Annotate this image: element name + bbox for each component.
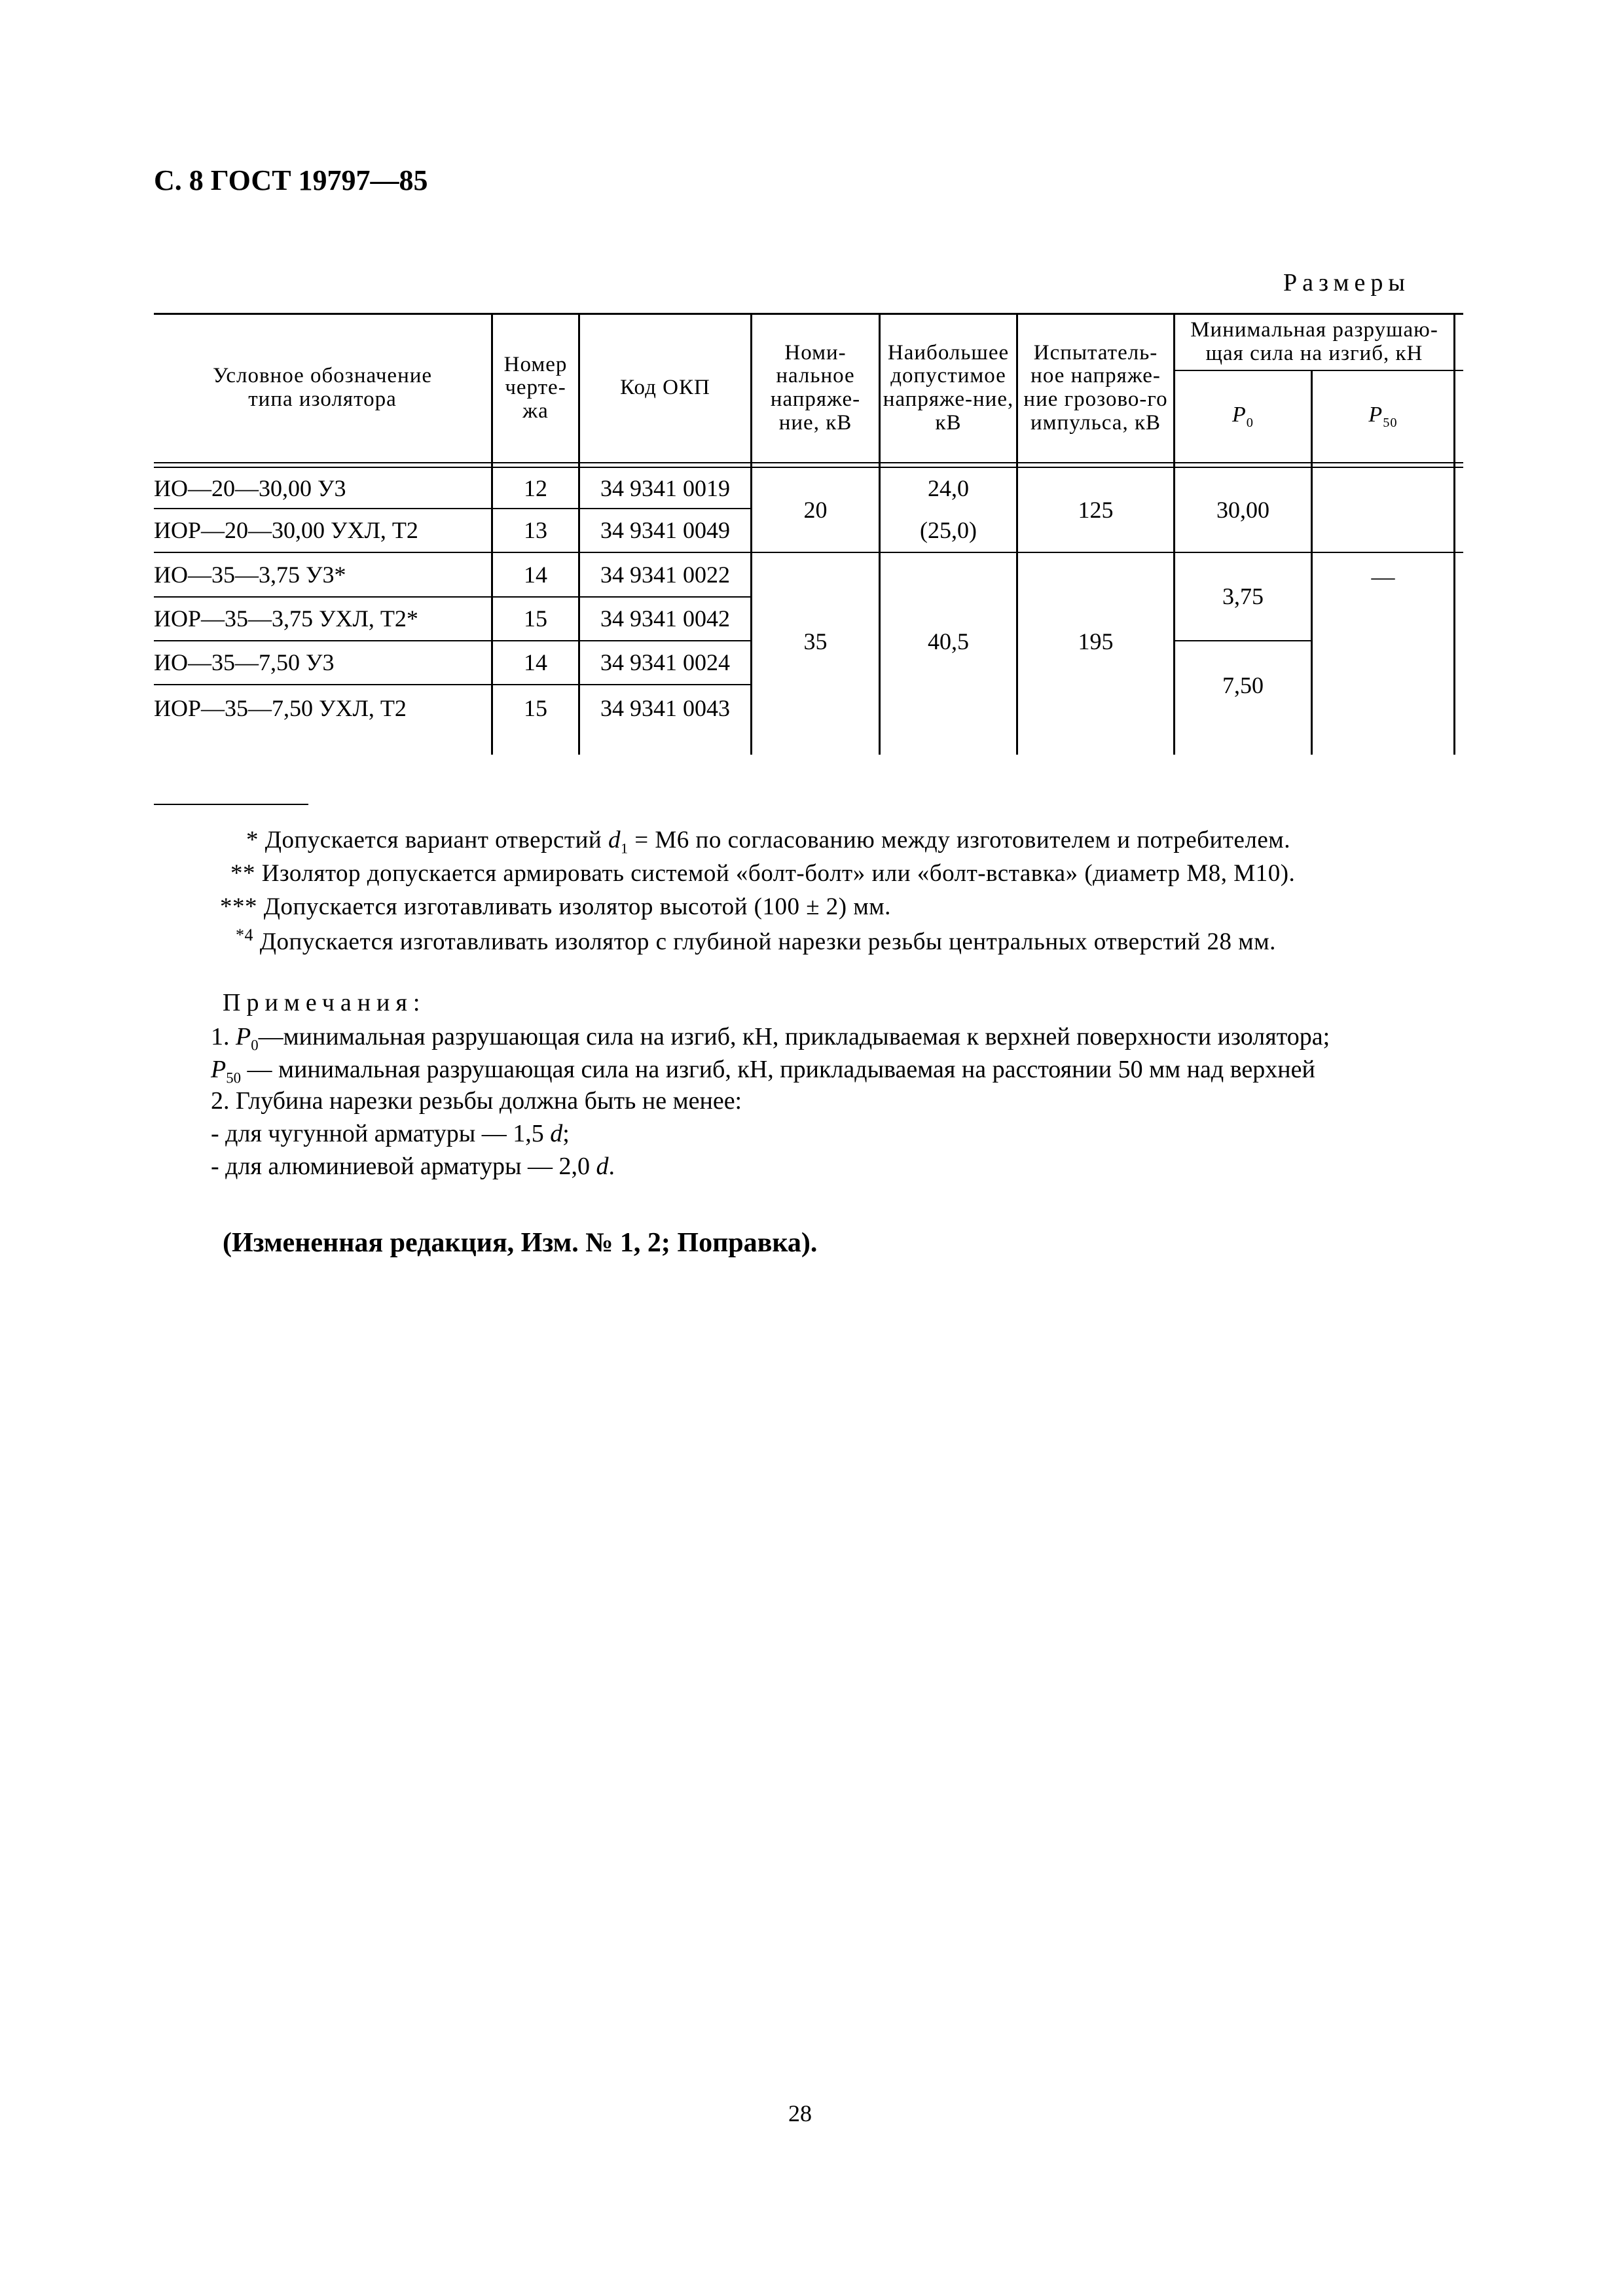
table-row-okp: 34 9341 0049 — [600, 517, 730, 544]
header-double-line-1 — [154, 462, 1463, 463]
p50-dash: — — [1371, 563, 1395, 590]
table-row-okp: 34 9341 0043 — [600, 694, 730, 721]
max-voltage-24: 24,0 — [928, 475, 969, 501]
table-row-drawing: 13 — [524, 517, 547, 544]
table-row-drawing: 15 — [524, 694, 547, 721]
p0-value-375: 3,75 — [1222, 583, 1264, 610]
footnote-4: $^{*4}$ Допускается изготавливать изолятор с глубиной нарезки резьбы центральных отверстий 28 мм. — [236, 925, 1276, 956]
table-row-type: ИОР—35—3,75 УХЛ, Т2* — [154, 605, 418, 632]
max-voltage-25: (25,0) — [920, 517, 977, 544]
table-row-type: ИОР—35—7,50 УХЛ, Т2 — [154, 694, 407, 721]
table-row-okp: 34 9341 0022 — [600, 561, 730, 588]
page-number: 28 — [788, 2100, 812, 2126]
header-test-voltage: Испытатель-ное напряже-ние грозово-го импульса, кВ — [1023, 340, 1168, 435]
nominal-voltage-35: 35 — [803, 628, 828, 655]
table-row-okp: 34 9341 0019 — [600, 475, 730, 501]
note-line-2: $P_{50}$ — минимальная разрушающая сила на изгиб, кН, прикладываемая на расстоянии 50 мм над верхней — [211, 1056, 1315, 1086]
table-row-okp: 34 9341 0042 — [600, 605, 730, 632]
table-row-drawing: 14 — [524, 649, 547, 676]
sizes-label: Размеры — [1283, 269, 1410, 296]
header-max-allowed: Наибольшее допустимое напряже-ние, кВ — [883, 340, 1014, 435]
table-row-type: ИОР—20—30,00 УХЛ, Т2 — [154, 517, 418, 544]
table-row-drawing: 15 — [524, 605, 547, 632]
p0-value-30: 30,00 — [1216, 497, 1269, 524]
header-nominal: Номи-нальное напряже-ние, кВ — [770, 340, 861, 435]
table-row-drawing: 14 — [524, 561, 547, 588]
table-row-okp: 34 9341 0024 — [600, 649, 730, 676]
table-row-type: ИО—20—30,00 У3 — [154, 475, 346, 501]
header-type: Условное обозначение типа изолятора — [212, 364, 433, 411]
header-min-force: Минимальная разрушаю-щая сила на изгиб, кН — [1190, 317, 1438, 365]
footnote-2: ** Изолятор допускается армировать системой «болт-болт» или «болт-вставка» (диаметр М8, М10). — [230, 860, 1296, 887]
test-voltage-125: 125 — [1078, 497, 1114, 524]
footnote-1: * Допускается вариант отверстий $d_1 = М6$ по согласованию между изготовителем и потребителем. — [246, 827, 1290, 857]
header-p50: $P_{50}$ — [1368, 403, 1398, 430]
header-double-line-2 — [154, 467, 1463, 468]
max-voltage-40: 40,5 — [928, 628, 969, 655]
note-line-5: - для алюминиевой арматуры — 2,0 d. — [211, 1153, 615, 1180]
header-drawing: Номер черте-жа — [503, 352, 568, 423]
note-line-1: 1. $P_0—минимальная$ разрушающая сила на изгиб, кН, прикладываемая к верхней поверхности изолятора; — [211, 1023, 1330, 1054]
notes-title: Примечания: — [223, 989, 426, 1016]
p0-value-750: 7,50 — [1222, 672, 1264, 699]
table-row-type: ИО—35—7,50 У3 — [154, 649, 335, 676]
test-voltage-195: 195 — [1078, 628, 1114, 655]
document-header: С. 8 ГОСТ 19797—85 — [154, 164, 428, 196]
footnote-divider — [154, 804, 308, 805]
note-line-4: - для чугунной арматуры — 1,5 d; — [211, 1120, 570, 1147]
nominal-voltage-20: 20 — [803, 497, 828, 524]
footnote-3: *** Допускается изготавливать изолятор высотой (100 ± 2) мм. — [220, 893, 891, 920]
table-row-drawing: 12 — [524, 475, 547, 501]
table-row-type: ИО—35—3,75 У3* — [154, 561, 346, 588]
edition-note: (Измененная редакция, Изм. № 1, 2; Поправка). — [223, 1228, 818, 1258]
note-line-3: 2. Глубина нарезки резьбы должна быть не менее: — [211, 1087, 742, 1115]
col-line — [1453, 313, 1455, 755]
header-p0: $P_0$ — [1232, 403, 1254, 430]
header-okp: Код ОКП — [620, 376, 710, 400]
